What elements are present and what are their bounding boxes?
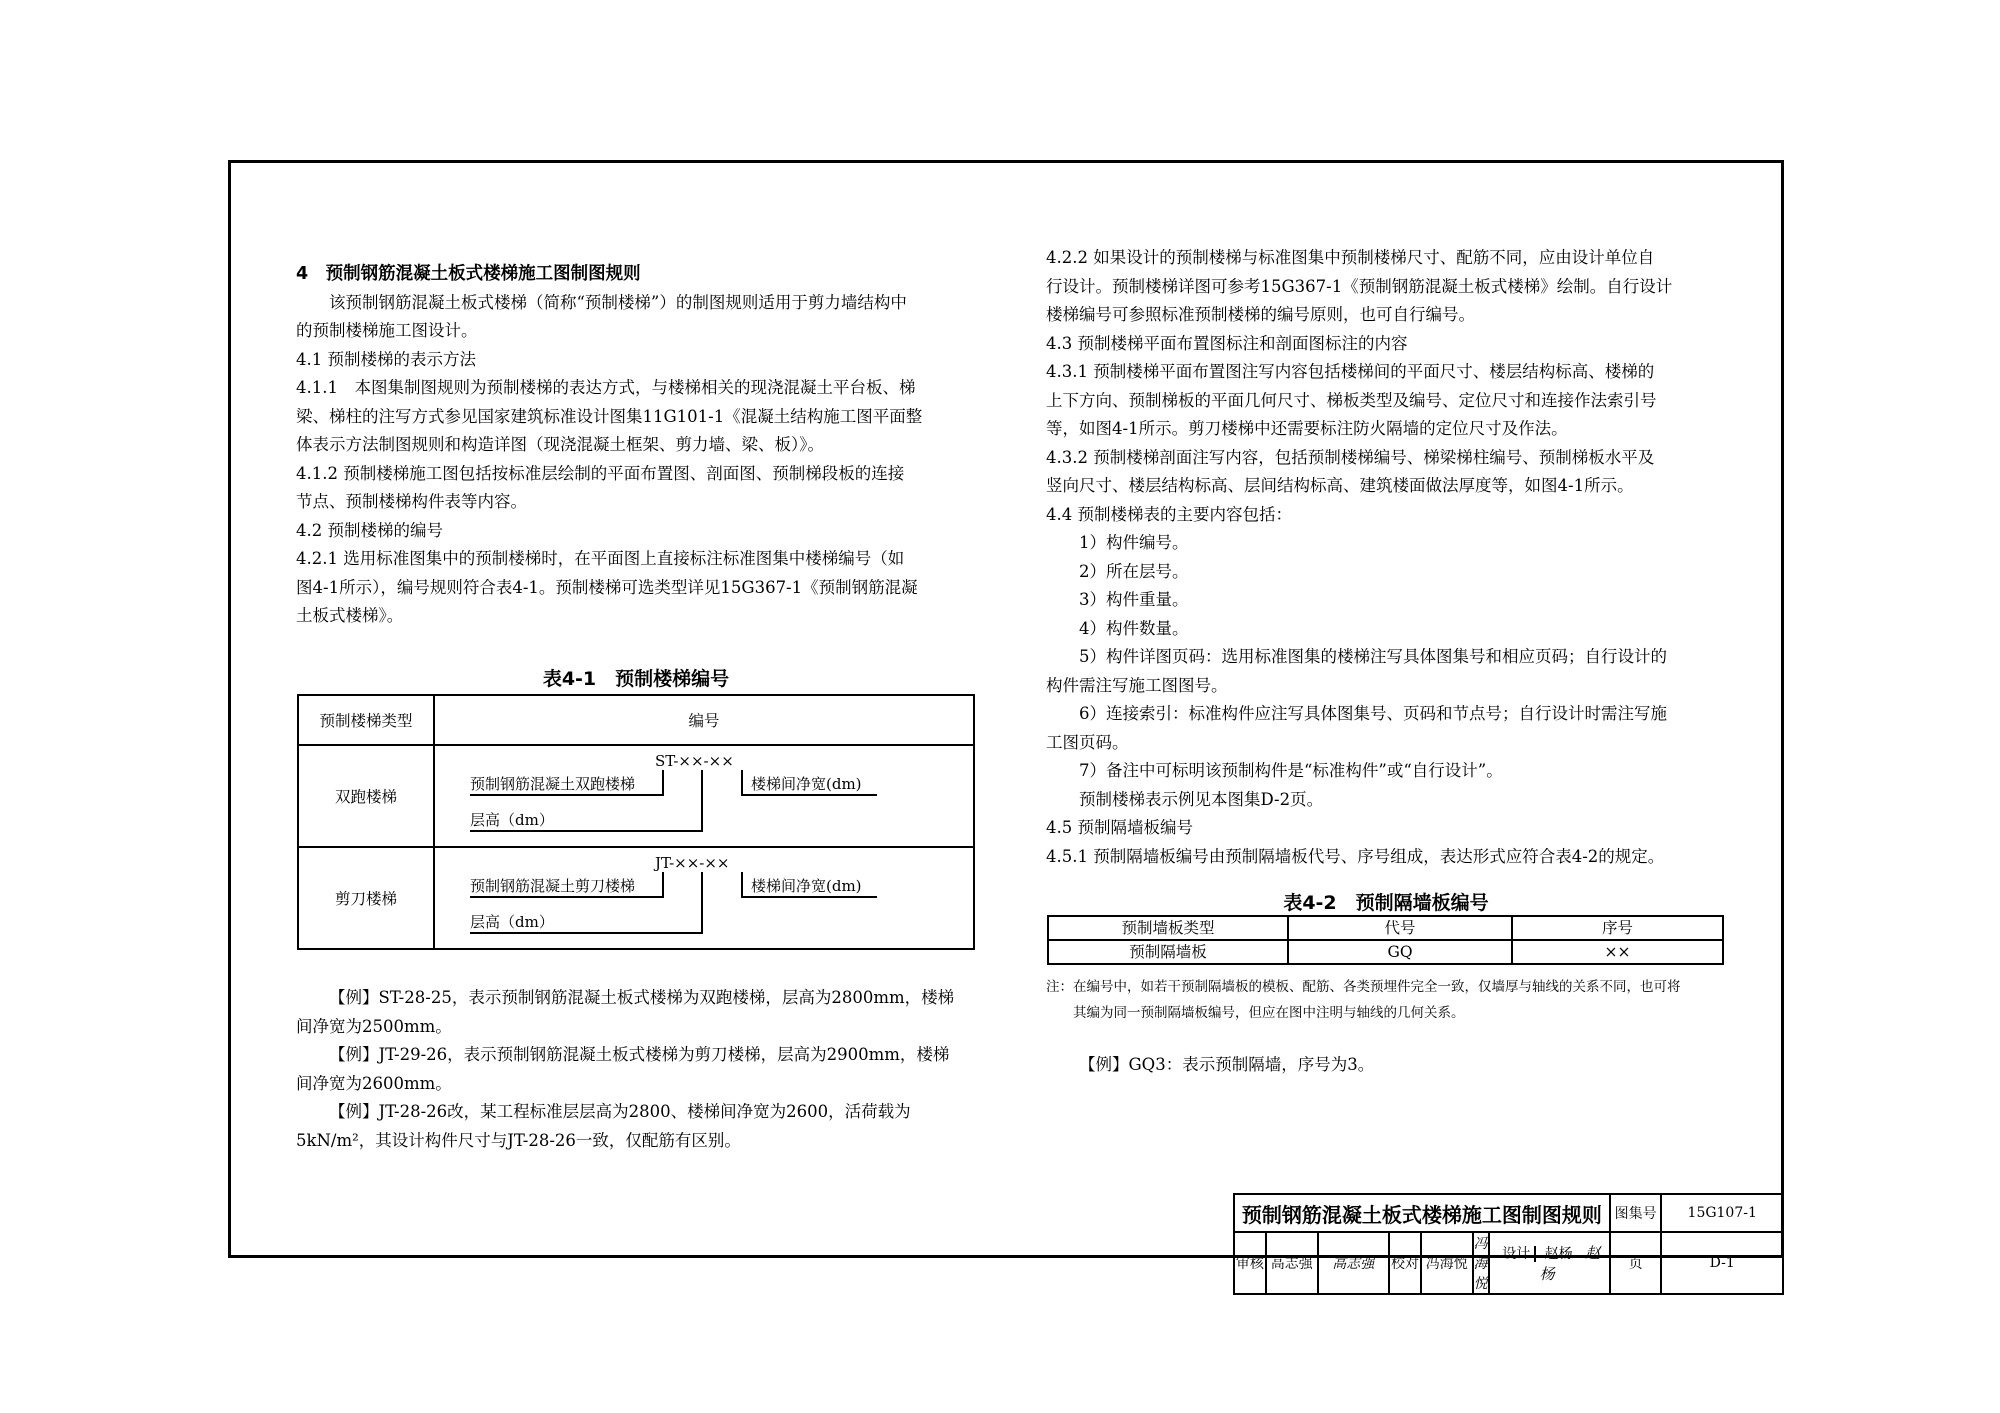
drawing-title: 预制钢筋混凝土板式楼梯施工图制图规则 <box>1234 1194 1610 1232</box>
code-cell <box>434 745 974 847</box>
list-item: 1）构件编号。 <box>1079 533 1189 552</box>
example-line: 【例】JT-28-26改，某工程标准层层高为2800、楼梯间净宽为2600，活荷载为 <box>329 1102 911 1121</box>
code-desc: 预制钢筋混凝土双跑楼梯 <box>470 775 636 793</box>
table-head-cell: 序号 <box>1512 916 1723 940</box>
example-line: 间净宽为2500mm。 <box>296 1016 452 1036</box>
section-heading: 4 预制钢筋混凝土板式楼梯施工图制图规则 <box>296 264 641 284</box>
example-line: 5kN/m²，其设计构件尺寸与JT-28-26一致，仅配筋有区别。 <box>296 1130 741 1150</box>
list-item: 构件需注写施工图图号。 <box>1046 675 1228 695</box>
designer-signature: 赵杨 <box>1539 1244 1601 1283</box>
note-line: 注：在编号中，如若干预制隔墙板的模板、配筋、各类预埋件完全一致，仅墙厚与轴线的关系不同，也可将 <box>1046 979 1681 995</box>
table-cell: 预制隔墙板 <box>1048 940 1288 964</box>
para-line: 竖向尺寸、楼层结构标高、层间结构标高、建筑楼面做法厚度等，如图4-1所示。 <box>1046 476 1634 495</box>
list-item: 工图页码。 <box>1046 732 1129 752</box>
para-line: 楼梯编号可参照标准预制楼梯的编号原则，也可自行编号。 <box>1046 305 1475 324</box>
table-4-2 <box>1047 915 1724 965</box>
list-item: 4）构件数量。 <box>1079 618 1189 638</box>
atlas-label: 图集号 <box>1610 1194 1662 1232</box>
para-line: 行设计。预制楼梯详图可参考15G367-1《预制钢筋混凝土板式楼梯》绘制。自行设计 <box>1046 276 1673 296</box>
design-label: 设计 <box>1498 1246 1536 1262</box>
review-label: 审核 <box>1234 1232 1266 1294</box>
table-4-1-title: 表4-1 预制楼梯编号 <box>542 668 730 690</box>
page-label: 页 <box>1610 1232 1662 1294</box>
para-line: 4.1.1 本图集制图规则为预制楼梯的表达方式，与楼梯相关的现浇混凝土平台板、梯 <box>296 378 916 397</box>
example-line: 【例】ST-28-25，表示预制钢筋混凝土板式楼梯为双跑楼梯，层高为2800mm，楼梯 <box>329 988 955 1007</box>
intro-line: 的预制楼梯施工图设计。 <box>296 321 478 340</box>
code-height: 层高（dm） <box>470 811 554 829</box>
code-pattern: JT-××-×× <box>655 854 730 872</box>
para-line: 上下方向、预制梯板的平面几何尺寸、梯板类型及编号、定位尺寸和连接作法索引号 <box>1046 390 1657 410</box>
para-line: 梁、梯柱的注写方式参见国家建筑标准设计图集11G101-1《混凝土结构施工图平面整 <box>296 406 923 426</box>
para-line: 4.2.1 选用标准图集中的预制楼梯时，在平面图上直接标注标准图集中楼梯编号（如 <box>296 549 905 568</box>
table-head-cell: 编号 <box>434 695 974 745</box>
code-width: 楼梯间净宽(dm) <box>751 775 862 793</box>
check-label: 校对 <box>1389 1232 1421 1294</box>
para-line: 体表示方法制图规则和构造详图（现浇混凝土框架、剪力墙、梁、板）》。 <box>296 435 824 454</box>
list-item: 5）构件详图页码：选用标准图集的楼梯注写具体图集号和相应页码；自行设计的 <box>1079 647 1667 666</box>
subheading-4-3: 4.3 预制楼梯平面布置图标注和剖面图标注的内容 <box>1046 333 1408 353</box>
para-line: 4.1.2 预制楼梯施工图包括按标准层绘制的平面布置图、剖面图、预制梯段板的连接 <box>296 463 905 483</box>
list-item: 7）备注中可标明该预制构件是“标准构件”或“自行设计”。 <box>1079 761 1503 780</box>
code-width: 楼梯间净宽(dm) <box>751 877 862 895</box>
list-item: 3）构件重量。 <box>1079 590 1189 609</box>
table-4-1 <box>297 694 975 950</box>
reviewer-name: 高志强 <box>1266 1232 1318 1294</box>
code-pattern: ST-××-×× <box>655 752 734 770</box>
para-line: 等，如图4-1所示。剪刀楼梯中还需要标注防火隔墙的定位尺寸及作法。 <box>1046 419 1568 438</box>
reviewer-signature: 高志强 <box>1318 1232 1390 1294</box>
table-4-2-title: 表4-2 预制隔墙板编号 <box>1283 892 1489 914</box>
para-line: 4.5.1 预制隔墙板编号由预制隔墙板代号、序号组成，表达形式应符合表4-2的规定。 <box>1046 846 1665 866</box>
checker-name: 冯海悦 <box>1421 1232 1473 1294</box>
intro-line: 该预制钢筋混凝土板式楼梯（简称“预制楼梯”）的制图规则适用于剪力墙结构中 <box>329 292 907 312</box>
para-line: 4.2.2 如果设计的预制楼梯与标准图集中预制楼梯尺寸、配筋不同，应由设计单位自 <box>1046 248 1655 267</box>
stair-type-cell: 双跑楼梯 <box>298 745 434 847</box>
subheading-4-1: 4.1 预制楼梯的表示方法 <box>296 349 476 369</box>
example-line: 间净宽为2600mm。 <box>296 1073 452 1093</box>
designer-name: 赵杨 <box>1544 1246 1573 1262</box>
page-number: D-1 <box>1661 1232 1783 1294</box>
code-height: 层高（dm） <box>470 913 554 931</box>
subheading-4-2: 4.2 预制楼梯的编号 <box>296 520 443 540</box>
code-desc: 预制钢筋混凝土剪刀楼梯 <box>470 877 636 895</box>
left-column <box>296 260 976 631</box>
list-item: 预制楼梯表示例见本图集D-2页。 <box>1079 789 1324 809</box>
table-head-cell: 代号 <box>1288 916 1512 940</box>
para-line: 土板式楼梯》。 <box>296 606 404 625</box>
code-diagram <box>435 848 973 948</box>
right-example <box>1046 1051 1726 1080</box>
table-cell: ×× <box>1512 940 1723 964</box>
table-head-cell: 预制楼梯类型 <box>298 695 434 745</box>
table-note <box>1046 974 1746 1026</box>
subheading-4-5: 4.5 预制隔墙板编号 <box>1046 818 1193 837</box>
para-line: 4.3.2 预制楼梯剖面注写内容，包括预制楼梯编号、梯梁梯柱编号、预制梯板水平及 <box>1046 447 1655 467</box>
para-line: 图4-1所示），编号规则符合表4-1。预制楼梯可选类型详见15G367-1《预制钢筋混凝 <box>296 577 918 597</box>
list-item: 2）所在层号。 <box>1079 561 1189 581</box>
title-block <box>1233 1193 1784 1292</box>
para-line: 节点、预制楼梯构件表等内容。 <box>296 492 527 511</box>
table-head-cell: 预制墙板类型 <box>1048 916 1288 940</box>
checker-signature: 冯海悦 <box>1473 1232 1489 1294</box>
stair-type-cell: 剪刀楼梯 <box>298 847 434 949</box>
note-line: 其编为同一预制隔墙板编号，但应在图中注明与轴线的几何关系。 <box>1073 1005 1465 1021</box>
right-column <box>1046 244 1726 871</box>
design-cell <box>1489 1232 1610 1294</box>
example-line: 【例】JT-29-26，表示预制钢筋混凝土板式楼梯为剪刀楼梯，层高为2900mm，楼梯 <box>329 1045 950 1064</box>
code-diagram <box>435 746 973 846</box>
code-cell <box>434 847 974 949</box>
atlas-number: 15G107-1 <box>1661 1194 1783 1232</box>
para-line: 4.3.1 预制楼梯平面布置图注写内容包括楼梯间的平面尺寸、楼层结构标高、楼梯的 <box>1046 362 1655 381</box>
example-line: 【例】GQ3：表示预制隔墙，序号为3。 <box>1079 1055 1375 1074</box>
table-cell: GQ <box>1288 940 1512 964</box>
left-examples <box>296 984 976 1155</box>
list-item: 6）连接索引：标准构件应注写具体图集号、页码和节点号；自行设计时需注写施 <box>1079 704 1667 723</box>
subheading-4-4: 4.4 预制楼梯表的主要内容包括： <box>1046 504 1292 524</box>
